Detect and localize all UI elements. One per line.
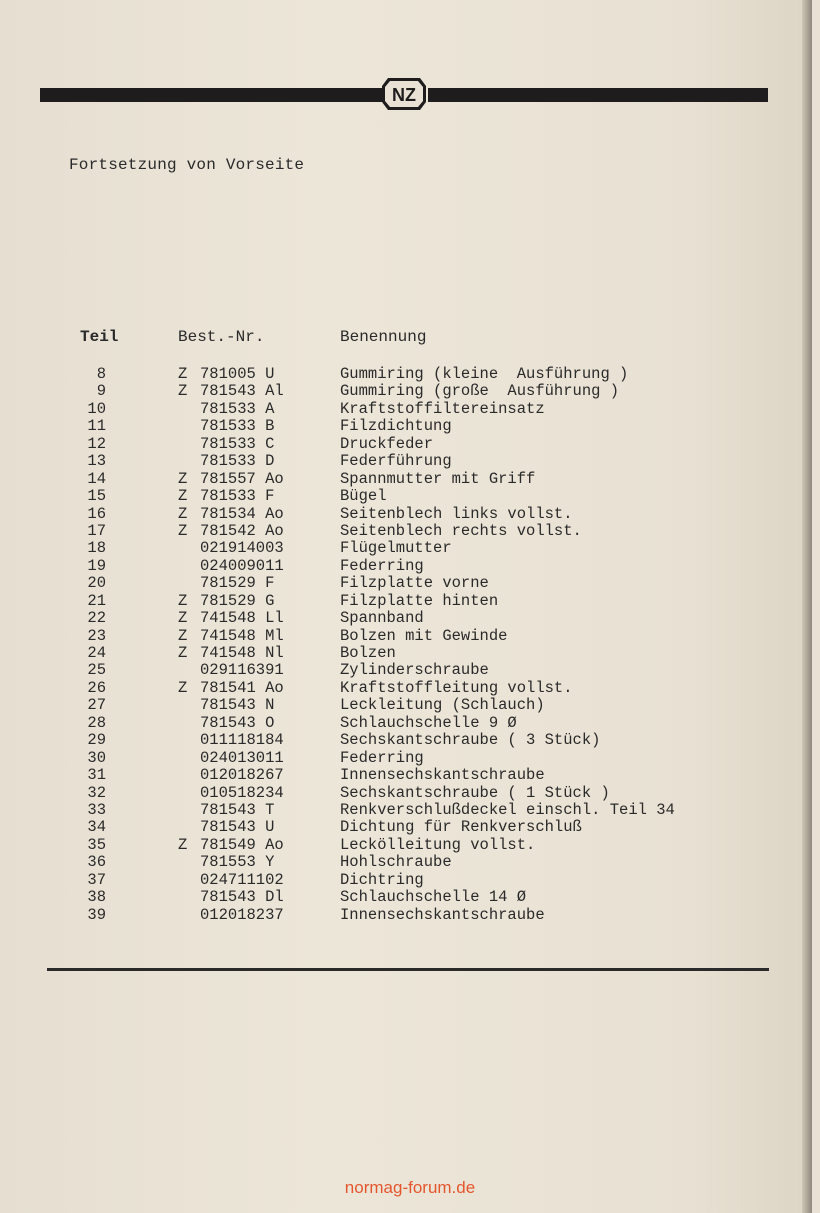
table-row (0, 889, 812, 906)
order-number: 781549 Ao (200, 835, 284, 854)
order-number: 781557 Ao (200, 469, 284, 488)
table-row (0, 767, 812, 784)
part-number: 38 (87, 888, 106, 907)
table-row (0, 401, 812, 418)
part-number: 35 (87, 835, 106, 854)
table-row (0, 785, 812, 802)
part-name: Filzdichtung (340, 417, 452, 436)
part-number: 14 (87, 469, 106, 488)
part-name: Bolzen mit Gewinde (340, 626, 508, 645)
order-number: 781543 N (200, 696, 275, 715)
part-name: Federring (340, 556, 424, 575)
table-row (0, 488, 812, 505)
order-number: 781543 T (200, 800, 275, 819)
order-number: 781543 Al (200, 382, 284, 401)
part-name: Leckölleitung vollst. (340, 835, 536, 854)
order-number: 024009011 (200, 556, 284, 575)
order-number: 781529 F (200, 574, 275, 593)
column-header-teil: Teil (80, 328, 119, 346)
part-number: 23 (87, 626, 106, 645)
z-prefix: Z (178, 591, 188, 610)
table-row (0, 506, 812, 523)
part-name: Federring (340, 748, 424, 767)
part-number: 21 (87, 591, 106, 610)
order-number: 741548 Ml (200, 626, 284, 645)
part-name: Innensechskantschraube (340, 905, 545, 924)
column-header-benennung: Benennung (340, 328, 427, 346)
part-number: 13 (87, 452, 106, 471)
order-number: 011118184 (200, 731, 284, 750)
order-number: 010518234 (200, 783, 284, 802)
part-number: 8 (96, 365, 106, 383)
part-number: 31 (87, 766, 106, 785)
part-name: Federführung (340, 452, 452, 471)
table-row (0, 628, 812, 645)
order-number: 781533 A (200, 399, 275, 418)
z-prefix: Z (178, 644, 188, 662)
order-number: 781543 O (200, 713, 275, 732)
part-name: Druckfeder (340, 434, 434, 453)
part-name: Filzplatte vorne (340, 574, 489, 593)
table-row (0, 680, 812, 697)
part-name: Innensechskantschraube (340, 766, 545, 785)
part-number: 36 (87, 853, 106, 872)
part-number: 16 (87, 504, 106, 523)
order-number: 012018267 (200, 766, 284, 785)
part-name: Filzplatte hinten (340, 591, 499, 610)
table-row (0, 837, 812, 854)
table-row (0, 697, 812, 714)
table-row (0, 383, 812, 400)
z-prefix: Z (178, 521, 188, 540)
part-name: Gummiring (kleine Ausführung ) (340, 365, 629, 383)
table-row (0, 610, 812, 627)
part-name: Seitenblech rechts vollst. (340, 521, 582, 540)
part-number: 17 (87, 521, 106, 540)
part-name: Sechskantschraube ( 1 Stück ) (340, 783, 610, 802)
nz-logo-icon (380, 74, 428, 114)
part-name: Kraftstoffleitung vollst. (340, 678, 573, 697)
table-row (0, 819, 812, 836)
z-prefix: Z (178, 469, 188, 488)
z-prefix: Z (178, 835, 188, 854)
page-subtitle: Fortsetzung von Vorseite (69, 156, 305, 174)
table-row (0, 558, 812, 575)
order-number: 781541 Ao (200, 678, 284, 697)
part-number: 25 (87, 661, 106, 680)
part-number: 11 (87, 417, 106, 436)
table-row (0, 453, 812, 470)
part-number: 12 (87, 434, 106, 453)
table-row (0, 645, 812, 662)
part-number: 37 (87, 870, 106, 889)
part-number: 9 (96, 382, 106, 401)
column-header-bestnr: Best.-Nr. (178, 328, 265, 346)
table-row (0, 854, 812, 871)
table-row (0, 436, 812, 453)
order-number: 781534 Ao (200, 504, 284, 523)
table-row (0, 540, 812, 557)
header-rule-left (40, 88, 382, 102)
part-name: Bolzen (340, 644, 396, 662)
order-number: 029116391 (200, 661, 284, 680)
table-row (0, 366, 812, 383)
order-number: 024711102 (200, 870, 284, 889)
order-number: 781553 Y (200, 853, 275, 872)
part-number: 28 (87, 713, 106, 732)
order-number: 781533 C (200, 434, 275, 453)
part-name: Spannmutter mit Griff (340, 469, 536, 488)
part-number: 19 (87, 556, 106, 575)
order-number: 024013011 (200, 748, 284, 767)
footer-rule (47, 968, 769, 971)
part-name: Dichtung für Renkverschluß (340, 818, 582, 837)
part-name: Kraftstoffiltereinsatz (340, 399, 545, 418)
order-number: 021914003 (200, 539, 284, 558)
part-number: 26 (87, 678, 106, 697)
part-number: 29 (87, 731, 106, 750)
table-row (0, 593, 812, 610)
part-number: 30 (87, 748, 106, 767)
order-number: 781533 F (200, 487, 275, 506)
part-name: Schlauchschelle 9 Ø (340, 713, 517, 732)
header-rule-right (428, 88, 768, 102)
z-prefix: Z (178, 626, 188, 645)
table-row (0, 471, 812, 488)
watermark: normag-forum.de (344, 1178, 476, 1197)
table-row (0, 575, 812, 592)
order-number: 781543 Dl (200, 888, 284, 907)
table-row (0, 750, 812, 767)
part-number: 18 (87, 539, 106, 558)
part-name: Spannband (340, 609, 424, 628)
order-number: 012018237 (200, 905, 284, 924)
part-name: Zylinderschraube (340, 661, 489, 680)
order-number: 781005 U (200, 365, 275, 383)
part-name: Dichtring (340, 870, 424, 889)
part-name: Flügelmutter (340, 539, 452, 558)
part-number: 39 (87, 905, 106, 924)
part-name: Bügel (340, 487, 387, 506)
part-name: Sechskantschraube ( 3 Stück) (340, 731, 601, 750)
z-prefix: Z (178, 609, 188, 628)
z-prefix: Z (178, 678, 188, 697)
order-number: 741548 Nl (200, 644, 284, 662)
table-row (0, 907, 812, 924)
part-number: 34 (87, 818, 106, 837)
part-number: 32 (87, 783, 106, 802)
part-number: 20 (87, 574, 106, 593)
part-name: Seitenblech links vollst. (340, 504, 573, 523)
part-number: 15 (87, 487, 106, 506)
parts-table (0, 366, 812, 924)
part-number: 27 (87, 696, 106, 715)
z-prefix: Z (178, 504, 188, 523)
order-number: 741548 Ll (200, 609, 284, 628)
order-number: 781543 U (200, 818, 275, 837)
order-number: 781533 B (200, 417, 275, 436)
part-number: 10 (87, 399, 106, 418)
order-number: 781529 G (200, 591, 275, 610)
order-number: 781533 D (200, 452, 275, 471)
z-prefix: Z (178, 487, 188, 506)
part-name: Renkverschlußdeckel einschl. Teil 34 (340, 800, 675, 819)
table-row (0, 732, 812, 749)
table-row (0, 802, 812, 819)
part-number: 33 (87, 800, 106, 819)
part-number: 22 (87, 609, 106, 628)
table-row (0, 523, 812, 540)
order-number: 781542 Ao (200, 521, 284, 540)
part-name: Hohlschraube (340, 853, 452, 872)
part-number: 24 (87, 644, 106, 662)
logo-text: NZ (392, 85, 416, 105)
z-prefix: Z (178, 365, 188, 383)
part-name: Gummiring (große Ausführung ) (340, 382, 620, 401)
table-row (0, 872, 812, 889)
table-row (0, 418, 812, 435)
part-name: Schlauchschelle 14 Ø (340, 888, 527, 907)
part-name: Leckleitung (Schlauch) (340, 696, 545, 715)
z-prefix: Z (178, 382, 188, 401)
table-row (0, 662, 812, 679)
table-row (0, 715, 812, 732)
